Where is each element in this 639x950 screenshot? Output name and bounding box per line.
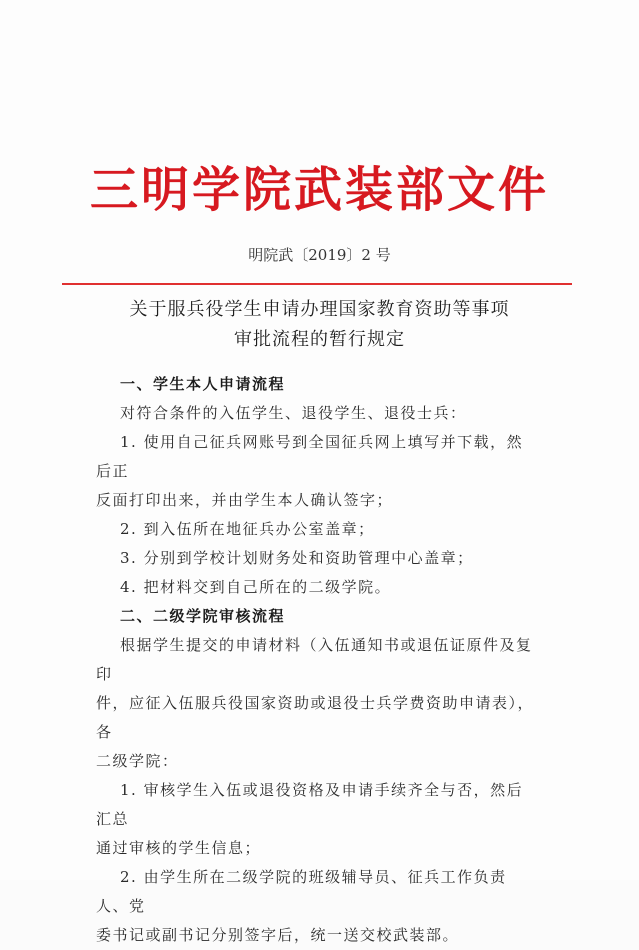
section-2-item-1-line-1: 1. 审核学生入伍或退役资格及申请手续齐全与否，然后汇总 [96, 781, 524, 828]
red-divider-line [62, 283, 572, 285]
section-2-intro-line-3: 二级学院： [96, 752, 179, 770]
section-1-heading: 一、学生本人申请流程 [120, 375, 286, 393]
section-2-heading: 二、二级学院审核流程 [120, 607, 286, 625]
section-2-item-1-line-2: 通过审核的学生信息； [96, 839, 262, 857]
section-2-intro-line-1: 根据学生提交的申请材料（入伍通知书或退伍证原件及复印 [96, 636, 533, 683]
section-1-intro: 对符合条件的入伍学生、退役学生、退役士兵： [120, 404, 467, 422]
section-1-item-4: 4. 把材料交到自己所在的二级学院。 [120, 578, 392, 596]
section-2-intro-line-2: 件，应征入伍服兵役国家资助或退役士兵学费资助申请表），各 [96, 694, 535, 741]
section-2-item-2-line-2: 委书记或副书记分别签字后，统一送交校武装部。 [96, 926, 460, 944]
document-subject [0, 295, 639, 355]
document-number: 明院武〔2019〕2 号 [248, 246, 391, 264]
subject-line-2: 审批流程的暂行规定 [234, 329, 405, 350]
section-1-item-2: 2. 到入伍所在地征兵办公室盖章； [120, 520, 375, 538]
section-1-item-1-line-1: 1. 使用自己征兵网账号到全国征兵网上填写并下载，然后正 [96, 433, 524, 480]
subject-line-1: 关于服兵役学生申请办理国家教育资助等事项 [129, 299, 510, 320]
section-1-item-1-line-2: 反面打印出来，并由学生本人确认签字； [96, 491, 394, 509]
document-body [96, 370, 536, 950]
document-header-title: 三明学院武装部文件 [89, 162, 549, 218]
section-1-item-3: 3. 分别到学校计划财务处和资助管理中心盖章； [120, 549, 474, 567]
section-2-item-2-line-1: 2. 由学生所在二级学院的班级辅导员、征兵工作负责人、党 [96, 868, 507, 915]
